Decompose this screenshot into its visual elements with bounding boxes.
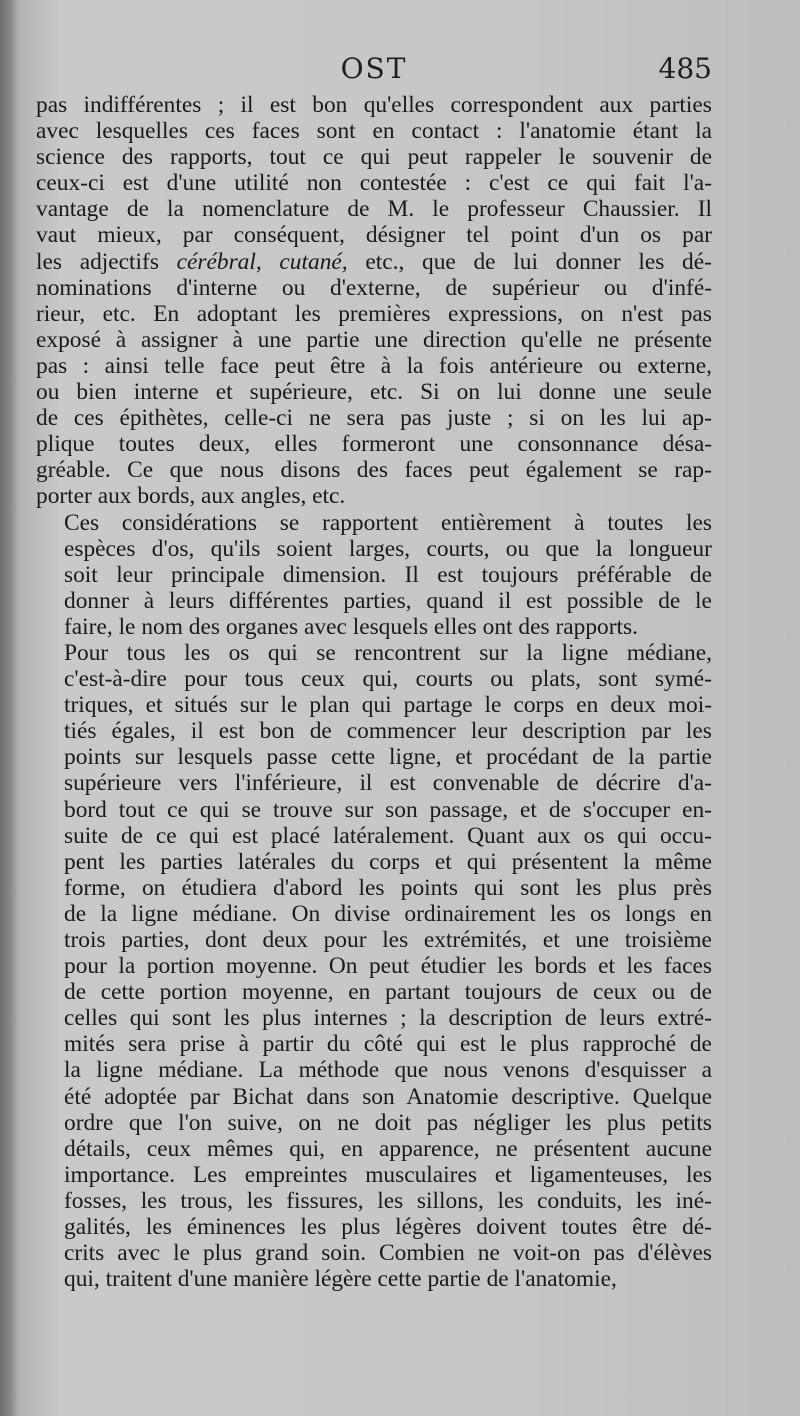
text-line: été adoptée par Bichat dans son Anatomie descriptive. Quelque	[64, 1083, 712, 1110]
paragraph	[36, 510, 712, 640]
text-line: qui, traitent d'une manière légère cette partie de l'anatomie,	[64, 1266, 617, 1293]
page-header	[36, 52, 712, 92]
text-line: trois parties, dont deux pour les extrémités, et une troisième	[64, 927, 712, 953]
running-head: OST	[340, 52, 408, 85]
text-line: triques, et situés sur le plan qui partage le corps en deux moi-	[64, 692, 713, 719]
text-line: de ces épithètes, celle-ci ne sera pas juste ; si on les lui ap-	[36, 405, 712, 432]
page-number: 485	[658, 52, 712, 85]
paragraph	[36, 640, 712, 1292]
text-line: pas : ainsi telle face peut être à la fois antérieure ou externe,	[36, 352, 712, 379]
text-line: forme, on étudiera d'abord les points qui sont les plus près	[64, 874, 712, 901]
text-line: pas indifférentes ; il est bon qu'elles correspondent aux parties	[36, 92, 712, 118]
text-line: bord tout ce qui se trouve sur son passage, et de s'occuper en-	[64, 796, 712, 823]
text-line: Ces considérations se rapportent entièrement à toutes les	[64, 509, 712, 536]
text-line: Pour tous les os qui se rencontrent sur la ligne médiane,	[64, 639, 712, 666]
text-line: les adjectifs cérébral, cutané, etc., que de lui donner les dé-	[36, 248, 712, 275]
text-line: porter aux bords, aux angles, etc.	[36, 483, 346, 510]
paragraph	[36, 92, 712, 510]
text-line: fosses, les trous, les fissures, les sillons, les conduits, les iné-	[64, 1187, 712, 1214]
text-line: crits avec le plus grand soin. Combien ne voit-on pas d'élèves	[64, 1240, 712, 1267]
text-line: mités sera prise à partir du côté qui est le plus rapproché de	[64, 1031, 712, 1058]
text-line: ordre que l'on suive, on ne doit pas négliger les plus petits	[64, 1109, 712, 1136]
text-line: avec lesquelles ces faces sont en contact : l'anatomie étant la	[36, 118, 713, 145]
text-line: importance. Les empreintes musculaires et ligamenteuses, les	[64, 1161, 712, 1188]
text-line: ceux-ci est d'une utilité non contestée : c'est ce qui fait l'a-	[36, 170, 712, 197]
text-line: nominations d'interne ou d'externe, de supérieur ou d'infé-	[36, 274, 712, 301]
text-line: vantage de la nomenclature de M. le professeur Chaussier. Il	[36, 196, 713, 223]
text-line: plique toutes deux, elles formeront une consonnance désa-	[36, 431, 712, 458]
text-line: de la ligne médiane. On divise ordinairement les os longs en	[64, 900, 712, 927]
text-line: suite de ce qui est placé latéralement. Quant aux os qui occu-	[64, 822, 712, 849]
text-line: points sur lesquels passe cette ligne, et procédant de la partie	[64, 744, 712, 771]
text-line: donner à leurs différentes parties, quand il est possible de le	[64, 587, 712, 614]
text-line: tiés égales, il est bon de commencer leur description par les	[64, 718, 712, 745]
text-line: détails, ceux mêmes qui, en apparence, ne présentent aucune	[64, 1135, 712, 1162]
text-line: c'est-à-dire pour tous ceux qui, courts ou plats, sont symé-	[64, 666, 712, 693]
text-line: ou bien interne et supérieure, etc. Si on lui donne une seule	[36, 379, 712, 406]
text-line: vaut mieux, par conséquent, désigner tel point d'un os par	[36, 222, 712, 249]
text-line: supérieure vers l'inférieure, il est convenable de décrire d'a-	[64, 770, 712, 797]
text-line: soit leur principale dimension. Il est toujours préférable de	[64, 561, 712, 588]
text-line: de cette portion moyenne, en partant toujours de ceux ou de	[64, 979, 712, 1006]
text-line: la ligne médiane. La méthode que nous venons d'esquisser a	[64, 1057, 712, 1084]
text-line: faire, le nom des organes avec lesquels elles ont des rapports.	[64, 613, 638, 640]
text-line: pent les parties latérales du corps et qui présentent la même	[64, 848, 713, 875]
text-line: pour la portion moyenne. On peut étudier les bords et les faces	[64, 953, 712, 980]
text-line: celles qui sont les plus internes ; la description de leurs extré-	[64, 1005, 712, 1032]
text-line: science des rapports, tout ce qui peut rappeler le souvenir de	[36, 144, 712, 171]
text-line: espèces d'os, qu'ils soient larges, courts, ou que la longueur	[64, 535, 712, 562]
text-line: exposé à assigner à une partie une direction qu'elle ne présente	[36, 326, 713, 353]
body-text	[36, 92, 712, 1292]
text-line: galités, les éminences les plus légères doivent toutes être dé-	[64, 1214, 712, 1241]
text-line: gréable. Ce que nous disons des faces peut également se rap-	[36, 457, 712, 484]
text-line: rieur, etc. En adoptant les premières expressions, on n'est pas	[36, 300, 712, 327]
